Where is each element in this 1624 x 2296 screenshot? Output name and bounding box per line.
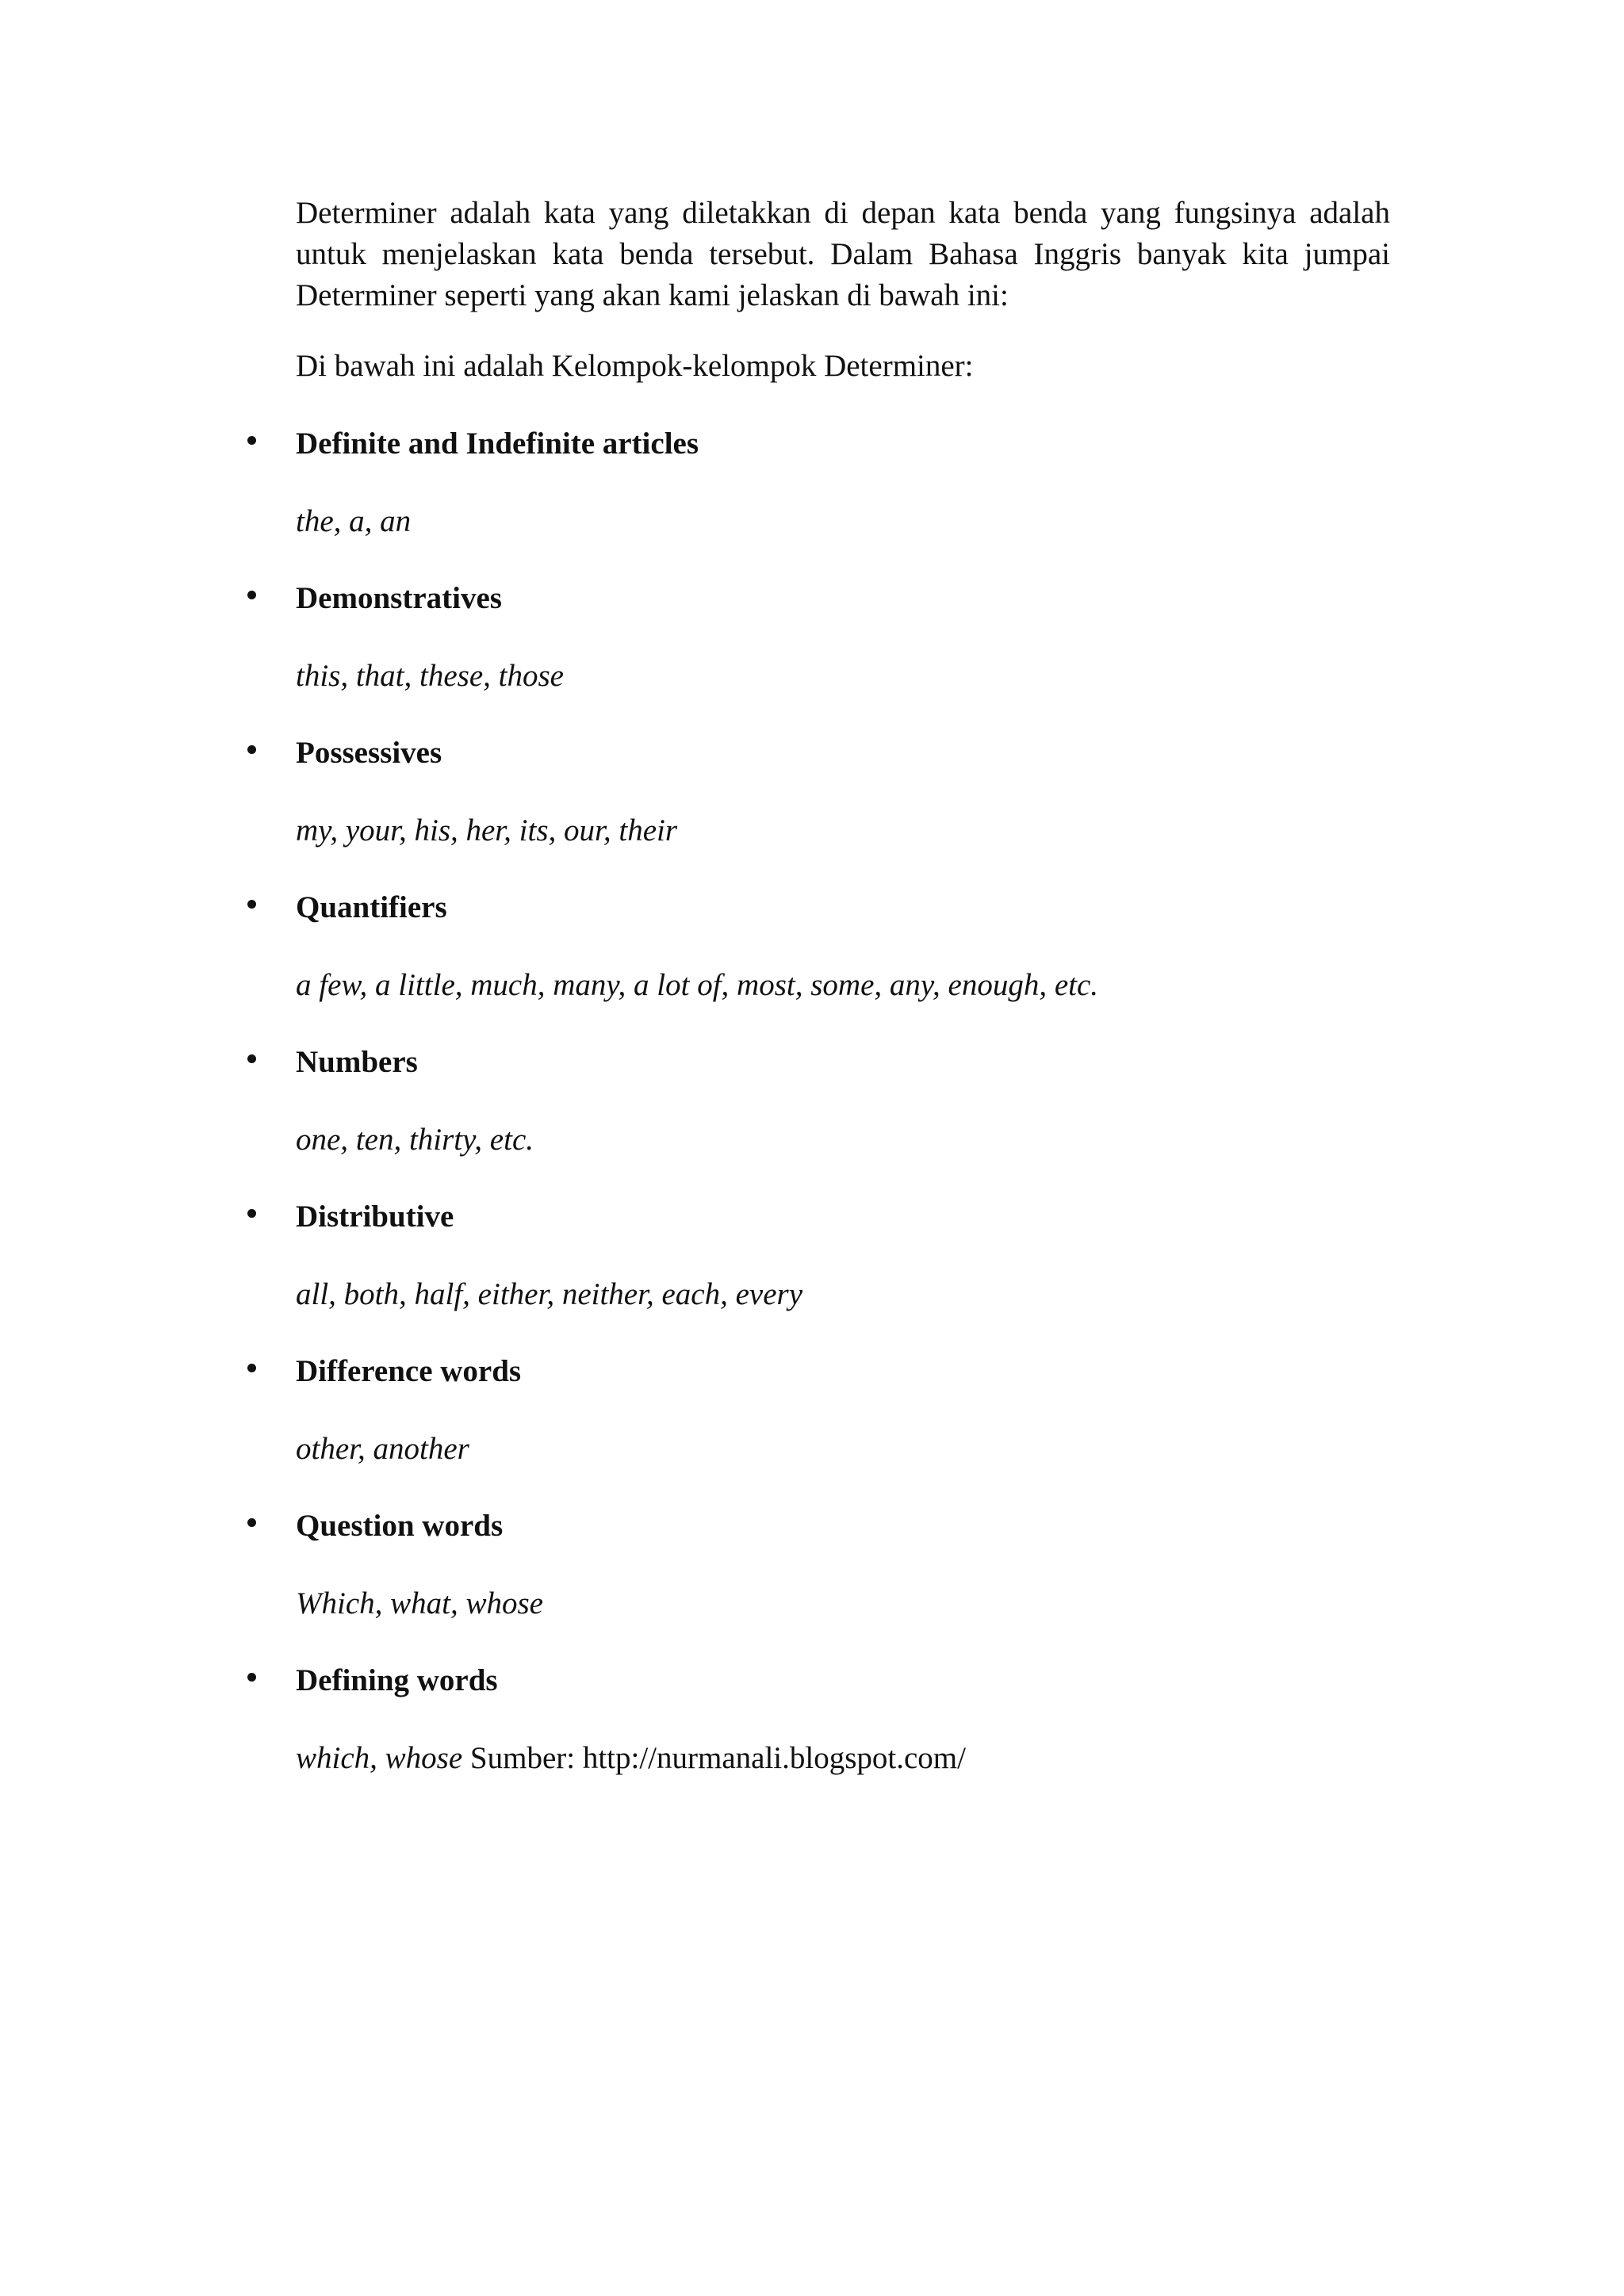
item-examples: this, that, these, those <box>296 659 564 693</box>
item-heading: Possessives <box>296 736 442 770</box>
bullet-icon <box>247 1209 256 1218</box>
item-examples: my, your, his, her, its, our, their <box>296 813 678 848</box>
item-heading: Difference words <box>296 1354 522 1388</box>
item-heading: Quantifiers <box>296 890 447 924</box>
item-examples: a few, a little, much, many, a lot of, most, some, any, enough, etc. <box>296 968 1099 1002</box>
item-examples: Which, what, whose <box>296 1586 543 1621</box>
source-credit: Sumber: http://nurmanali.blogspot.com/ <box>462 1741 966 1775</box>
item-heading: Numbers <box>296 1045 418 1079</box>
lead-sentence: Di bawah ini adalah Kelompok-kelompok Determiner: <box>296 349 974 383</box>
bullet-icon <box>247 1673 256 1682</box>
bullet-icon <box>247 1054 256 1063</box>
item-heading: Question words <box>296 1509 504 1543</box>
item-examples: all, both, half, either, neither, each, every <box>296 1277 803 1311</box>
bullet-icon <box>247 1364 256 1372</box>
item-heading: Defining words <box>296 1663 498 1697</box>
bullet-icon <box>247 436 256 445</box>
item-examples: which, whose Sumber: http://nurmanali.blogspot.com/ <box>296 1741 966 1775</box>
bullet-icon <box>247 591 256 599</box>
bullet-icon <box>247 745 256 754</box>
item-heading: Distributive <box>296 1200 454 1234</box>
bullet-icon <box>247 900 256 909</box>
item-examples: the, a, an <box>296 504 412 538</box>
bullet-icon <box>247 1518 256 1527</box>
item-examples: one, ten, thirty, etc. <box>296 1123 534 1157</box>
intro-paragraph: Determiner adalah kata yang diletakkan di depan kata benda yang fungsinya adalah untuk menjelaskan kata benda tersebut. Dalam Bahasa Inggris banyak kita jumpai Determiner seperti yang akan kami jelaskan di bawah ini: <box>296 196 1390 312</box>
item-heading: Definite and Indefinite articles <box>296 427 699 461</box>
item-examples: other, another <box>296 1432 469 1466</box>
item-heading: Demonstratives <box>296 581 502 615</box>
